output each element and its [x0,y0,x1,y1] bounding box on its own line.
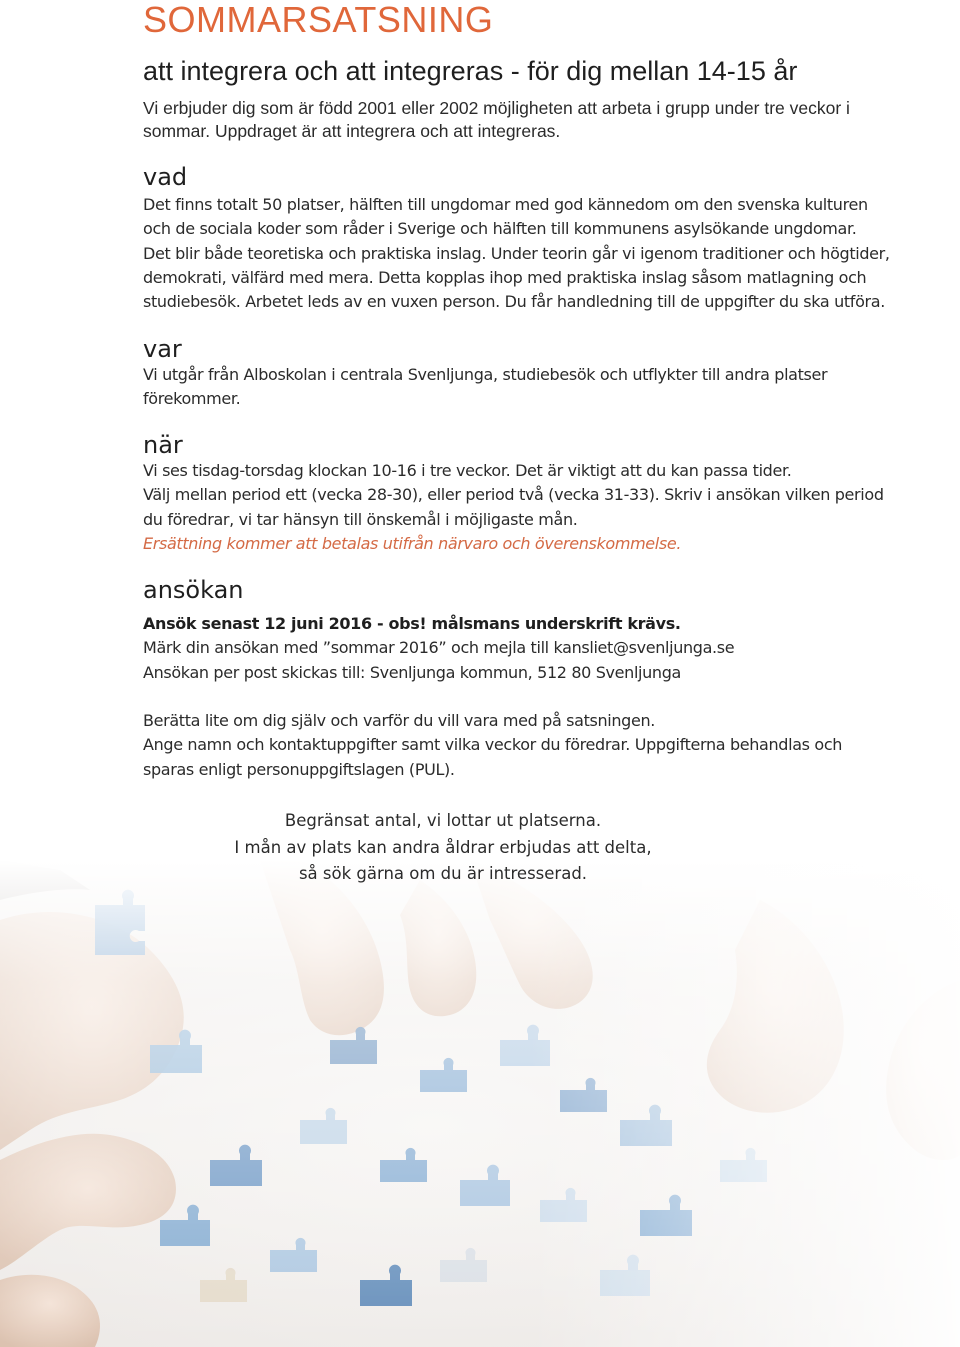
closing-line: I mån av plats kan andra åldrar erbjudas att delta, [234,837,652,857]
closing-line: så sök gärna om du är intresserad. [298,864,588,883]
body-line: förekommer. [143,389,241,409]
hands-puzzle-photo [0,860,960,1347]
body-line: Vi utgår från Alboskolan i centrala Svenljunga, studiebesök och utflykter till andra platser [143,365,828,384]
section-heading-nar: när [143,431,183,459]
body-line: studiebesök. Arbetet leds av en vuxen person. Du får handledning till de uppgifter du ska utföra. [143,292,885,312]
body-line: Ange namn och kontaktuppgifter samt vilka veckor du föredrar. Uppgifterna behandlas och [143,735,843,755]
body-line: Vi ses tisdag-torsdag klockan 10-16 i tre veckor. Det är viktigt att du kan passa tider. [143,461,792,480]
body-line: du föredrar, vi tar hänsyn till önskemål i möjligaste mån. [143,509,578,529]
body-line: Välj mellan period ett (vecka 28-30), eller period två (vecka 31-33). Skriv i ansökan vilken period [143,485,884,505]
intro-paragraph [143,97,943,143]
closing-line: Begränsat antal, vi lottar ut platserna. [284,811,602,830]
intro-line: sommar. Uppdraget är att integrera och att integreras. [143,121,561,141]
body-line: Berätta lite om dig själv och varför du vill vara med på satsningen. [143,711,656,730]
section-heading-var: var [143,335,182,363]
compensation-note: Ersättning kommer att betalas utifrån närvaro och överenskommelse. [143,533,682,553]
body-line: sparas enligt personuppgiftslagen (PUL). [143,759,455,779]
page-subtitle: att integrera och att integreras - för dig mellan 14-15 år [143,56,798,86]
section-body-var [143,363,958,412]
application-details [143,709,958,782]
section-body-ansokan [143,612,958,685]
page-title: SOMMARSATSNING [143,0,494,40]
body-line: Det finns totalt 50 platser, hälften till ungdomar med god kännedom om den svenska kulturen [143,195,868,214]
intro-line: Vi erbjuder dig som är född 2001 eller 2002 möjligheten att arbeta i grupp under tre veckor i [143,98,850,118]
body-line: Märk din ansökan med ”sommar 2016” och mejla till kansliet@svenljunga.se [143,638,735,658]
body-line: demokrati, välfärd med mera. Detta kopplas ihop med praktiska inslag såsom matlagning och [143,267,867,287]
closing-message [123,808,763,888]
section-heading-ansokan: ansökan [143,576,244,604]
body-line: och de sociala koder som råder i Sverige och hälften till kommunens asylsökande ungdomar. [143,219,857,239]
section-body-nar [143,459,958,556]
body-line: Ansökan per post skickas till: Svenljunga kommun, 512 80 Svenljunga [143,662,681,682]
body-line: Det blir både teoretiska och praktiska inslag. Under teorin går vi igenom traditioner och högtider, [143,243,890,263]
section-body-vad [143,193,958,314]
deadline-line: Ansök senast 12 juni 2016 - obs! målsmans underskrift krävs. [143,614,681,633]
section-heading-vad: vad [143,163,188,191]
